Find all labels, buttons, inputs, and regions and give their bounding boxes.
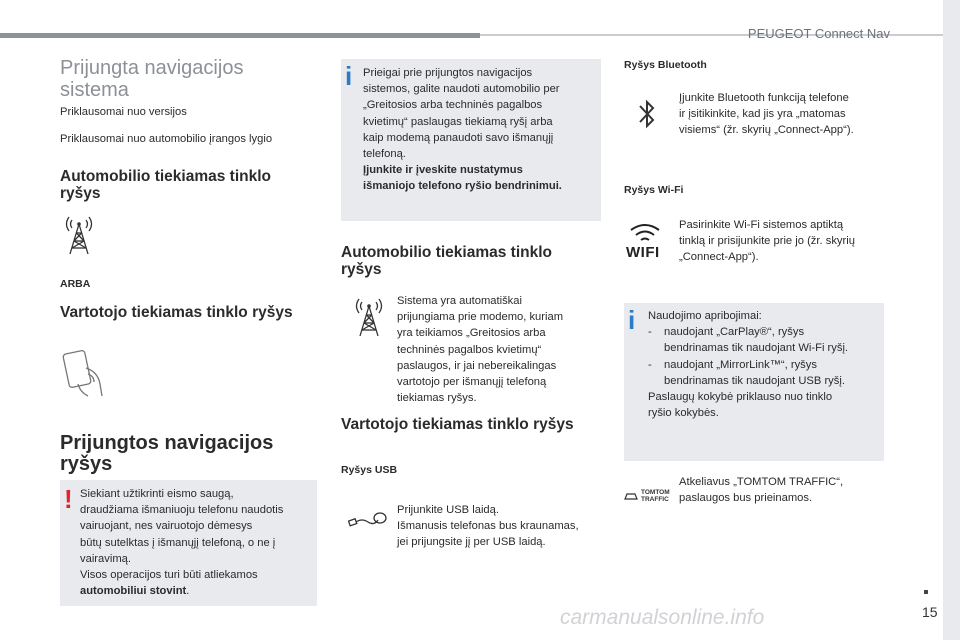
traffic-car-icon xyxy=(624,490,638,502)
wifi-icon xyxy=(626,222,664,261)
tomtom-line: Atkeliavus „TOMTOM TRAFFIC“, xyxy=(679,476,844,488)
bluetooth-line: visiems“ (žr. skyrių „Connect-App“). xyxy=(679,124,854,137)
limits-item: bendrinamas tik naudojant Wi-Fi ryšį. xyxy=(664,342,849,355)
user-network-heading: Vartotojo tiekiamas tinklo ryšys xyxy=(60,304,293,321)
or-label: ARBA xyxy=(60,278,91,290)
warning-line: Visos operacijos turi būti atliekamos xyxy=(80,569,258,582)
car-network-heading-line2: ryšys xyxy=(60,185,101,202)
info-icon: i xyxy=(345,61,353,91)
car-network-text xyxy=(397,293,597,406)
car-network-line: paslaugos, ir jai nebereikalingas xyxy=(397,359,557,372)
info-box-prerequisite xyxy=(341,59,601,221)
info-bold-line: Įjunkite ir įveskite nustatymus xyxy=(363,164,523,177)
warning-line: vairuojant, nes vairuotojo dėmesys xyxy=(80,520,253,533)
wifi-icon-label: WIFI xyxy=(626,244,660,261)
wifi-text xyxy=(679,217,884,266)
connections-heading-line2: ryšys xyxy=(60,453,113,475)
limits-item: bendrinamas tik naudojant USB ryšį. xyxy=(664,374,845,387)
page-edge-strip xyxy=(943,0,960,640)
tomtom-logo-line: TRAFFIC xyxy=(641,496,669,503)
bluetooth-line: Įjunkite Bluetooth funkciją telefone xyxy=(679,92,849,104)
limits-item: - naudojant „MirrorLink™“, ryšys xyxy=(648,358,817,371)
car-network-heading-mid-line2: ryšys xyxy=(341,261,382,278)
header-brand: PEUGEOT Connect Nav xyxy=(747,26,890,41)
warning-bold: automobiliui stovint xyxy=(80,585,187,598)
warning-box xyxy=(60,480,317,606)
header-rule xyxy=(0,33,480,38)
limits-title: Naudojimo apribojimai: xyxy=(648,310,762,322)
warning-line: vairavimą. xyxy=(80,552,131,565)
limits-footer-line: ryšio kokybės. xyxy=(648,407,719,420)
warning-end: . xyxy=(186,585,190,598)
smartphone-hand-icon xyxy=(58,348,114,398)
user-network-heading-mid: Vartotojo tiekiamas tinklo ryšys xyxy=(341,416,574,433)
page-number: 15 xyxy=(922,604,938,620)
tomtom-text xyxy=(679,474,884,506)
page-marker xyxy=(924,590,928,594)
car-network-line: yra teikiamos „Greitosios arba xyxy=(397,327,546,340)
bluetooth-heading: Ryšys Bluetooth xyxy=(624,59,707,71)
connections-heading-line1: Prijungtos navigacijos xyxy=(60,432,274,454)
warning-exclamation-icon: ! xyxy=(64,484,73,514)
wifi-heading: Ryšys Wi-Fi xyxy=(624,184,684,196)
tomtom-line: paslaugos bus prieinamos. xyxy=(679,492,813,505)
antenna-icon xyxy=(60,214,98,256)
wifi-line: Pasirinkite Wi-Fi sistemos aptiktą xyxy=(679,219,844,231)
watermark: carmanualsonline.info xyxy=(560,606,765,629)
bluetooth-line: ir įsitikinkite, kad jis yra „matomas xyxy=(679,108,846,121)
info-text xyxy=(363,65,599,195)
usb-line: Išmanusis telefonas bus kraunamas, xyxy=(397,520,579,533)
info-line: kvietimų“ paslaugas tiekiamą ryšį arba xyxy=(363,115,553,128)
warning-line: būtų sutelktas į išmanųjį telefoną, o ne į xyxy=(80,536,276,549)
info-line: kaip modemą panaudoti savo išmanųjį xyxy=(363,131,554,144)
bluetooth-icon xyxy=(636,96,658,132)
warning-text xyxy=(80,486,315,599)
car-network-line: Sistema yra automatiškai xyxy=(397,295,522,307)
usb-text xyxy=(397,502,603,551)
car-network-line: techninės pagalbos kvietimų“ xyxy=(397,343,542,356)
antenna-icon xyxy=(350,296,388,338)
tomtom-traffic-icon xyxy=(624,489,670,503)
car-network-line: prijungiama prie modemo, kuriam xyxy=(397,311,564,324)
usb-line: jei prijungsite jį per USB laidą. xyxy=(397,536,546,549)
depends-equipment: Priklausomai nuo automobilio įrangos lygio xyxy=(60,133,273,145)
info-line: sistemos, galite naudoti automobilio per xyxy=(363,83,560,96)
section-title-line1: Prijungta navigacijos xyxy=(60,57,244,79)
car-network-heading-line1: Automobilio tiekiamas tinklo xyxy=(60,168,271,185)
warning-line: Siekiant užtikrinti eismo saugą, xyxy=(80,488,234,500)
wifi-line: tinklą ir prisijunkite prie jo (žr. skyrių xyxy=(679,235,855,248)
limits-text xyxy=(648,308,882,421)
usb-heading: Ryšys USB xyxy=(341,464,398,476)
info-icon: i xyxy=(628,305,636,335)
bluetooth-text xyxy=(679,90,884,139)
info-line: telefoną. xyxy=(363,148,406,161)
info-line: Prieigai prie prijungtos navigacijos xyxy=(363,67,533,79)
info-bold-line: išmaniojo telefono ryšio bendrinimui. xyxy=(363,180,562,193)
car-network-line: vartotojo per išmanųjį telefoną xyxy=(397,376,547,389)
car-network-heading-mid-line1: Automobilio tiekiamas tinklo xyxy=(341,244,552,261)
usb-line: Prijunkite USB laidą. xyxy=(397,504,499,516)
warning-line: draudžiama išmaniuoju telefonu naudotis xyxy=(80,504,284,517)
limits-item: - naudojant „CarPlay®“, ryšys xyxy=(648,326,805,339)
info-box-limitations xyxy=(624,303,884,461)
limits-footer-line: Paslaugų kokybė priklauso nuo tinklo xyxy=(648,391,833,404)
section-title-line2: sistema xyxy=(60,79,129,101)
wifi-line: „Connect-App“). xyxy=(679,251,759,264)
tomtom-logo xyxy=(641,489,670,503)
usb-cable-icon xyxy=(348,508,388,532)
car-network-line: tiekiamas ryšys. xyxy=(397,392,477,405)
tomtom-logo-line: TOMTOM xyxy=(641,489,670,496)
depends-version: Priklausomai nuo versijos xyxy=(60,106,187,118)
info-line: „Greitosios arba techninės pagalbos xyxy=(363,99,543,112)
warning-line-final xyxy=(80,583,315,599)
